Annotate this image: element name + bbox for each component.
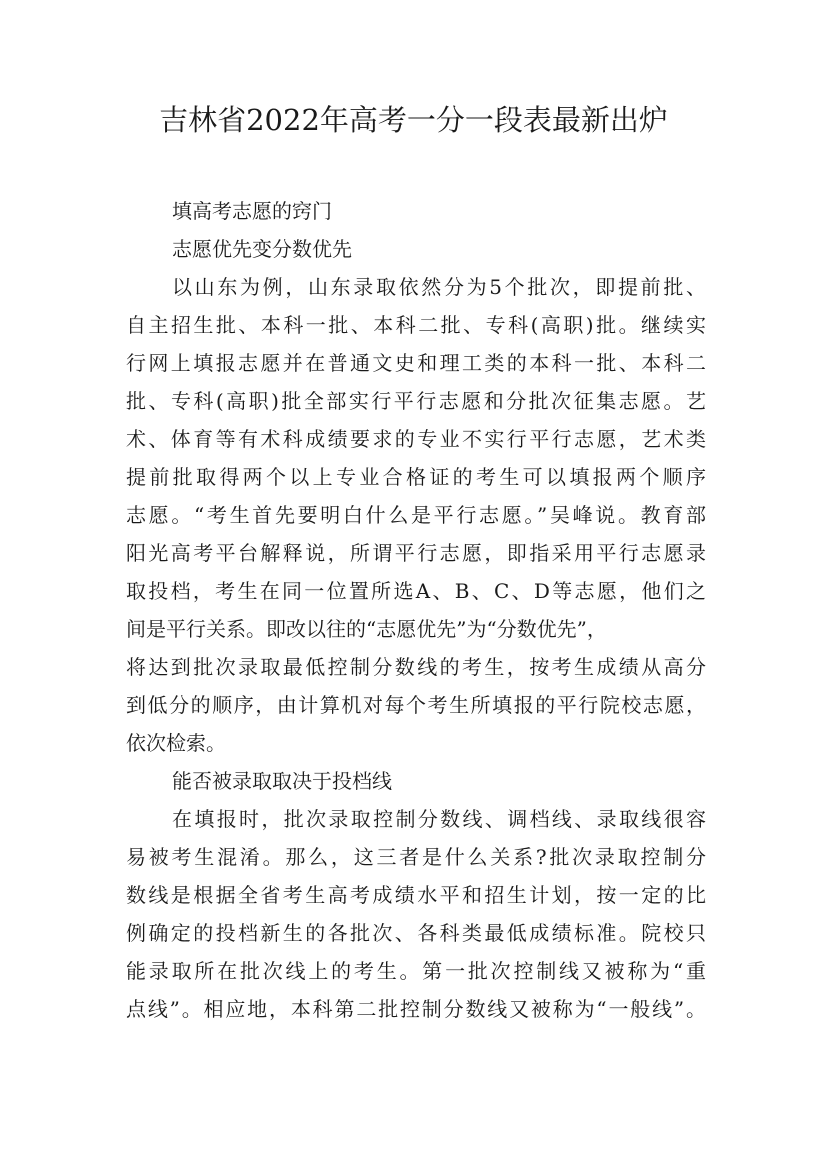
body-line: 志愿优先变分数优先 [172, 237, 352, 261]
body-line: 阳光高考平台解释说，所谓平行志愿，即指采用平行志愿录 [126, 541, 706, 565]
body-line: 在填报时，批次录取控制分数线、调档线、录取线很容 [172, 807, 706, 831]
body-line: 取投档，考生在同一位置所选A、B、C、D等志愿，他们之 [126, 579, 706, 603]
body-line: 能录取所在批次线上的考生。第一批次控制线又被称为“重 [126, 959, 706, 983]
body-line: 行网上填报志愿并在普通文史和理工类的本科一批、本科二 [126, 351, 706, 375]
body-line: 批、专科(高职)批全部实行平行志愿和分批次征集志愿。艺 [126, 389, 706, 413]
body-line: 将达到批次录取最低控制分数线的考生，按考生成绩从高分 [126, 655, 706, 679]
body-line: 例确定的投档新生的各批次、各科类最低成绩标准。院校只 [126, 921, 706, 945]
body-line: 数线是根据全省考生高考成绩水平和招生计划，按一定的比 [126, 883, 706, 907]
body-line: 自主招生批、本科一批、本科二批、专科(高职)批。继续实 [126, 313, 706, 337]
body-line: 易被考生混淆。那么，这三者是什么关系?批次录取控制分 [126, 845, 706, 869]
document-body [126, 192, 706, 1028]
body-line: 能否被录取取决于投档线 [172, 769, 392, 793]
body-line: 到低分的顺序，由计算机对每个考生所填报的平行院校志愿， [126, 693, 706, 717]
body-line: 点线”。相应地，本科第二批控制分数线又被称为“一般线”。 [126, 997, 706, 1021]
body-line: 间是平行关系。即改以往的“志愿优先”为“分数优先”， [126, 617, 607, 641]
body-line: 术、体育等有术科成绩要求的专业不实行平行志愿，艺术类 [126, 427, 706, 451]
body-line: 志愿。“考生首先要明白什么是平行志愿。”吴峰说。教育部 [126, 503, 706, 527]
body-line: 依次检索。 [126, 731, 226, 755]
body-line: 填高考志愿的窍门 [172, 199, 332, 223]
body-line: 提前批取得两个以上专业合格证的考生可以填报两个顺序 [126, 465, 706, 489]
document-title: 吉林省2022年高考一分一段表最新出炉 [159, 103, 668, 137]
body-line: 以山东为例，山东录取依然分为5个批次，即提前批、 [172, 275, 706, 299]
